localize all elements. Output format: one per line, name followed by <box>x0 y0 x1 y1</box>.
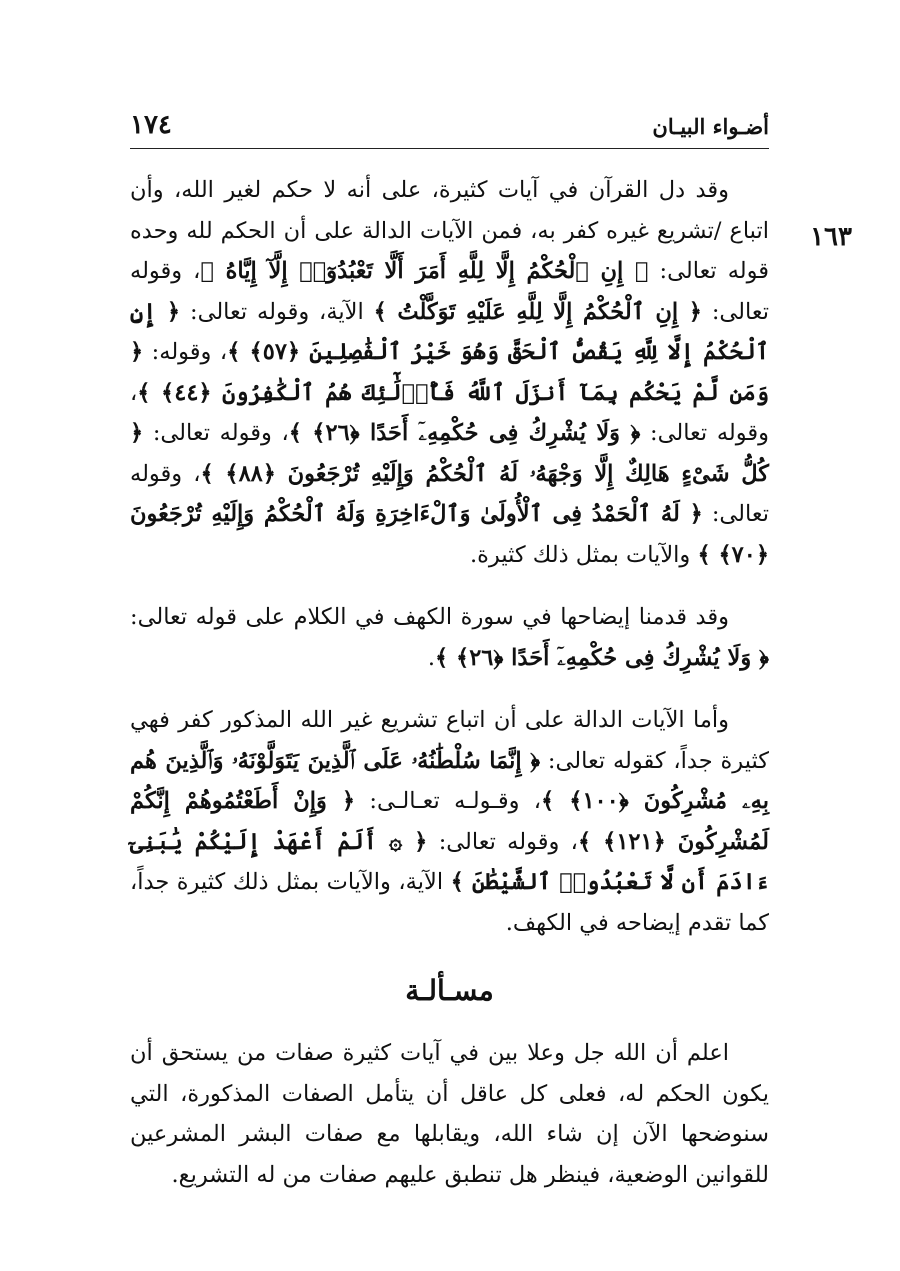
quran-verse: ﴿ وَلَا يُشْرِكُ فِى حُكْمِهِۦٓ أَحَدًا ﴿٢٦﴾ ﴾ <box>435 644 769 671</box>
text-run: والآيات بمثل ذلك كثيرة. <box>469 541 698 568</box>
book-title: أضـواء البيـان <box>652 114 769 139</box>
paragraph-3 <box>130 700 769 943</box>
quran-verse: ﴿ إِنِ ٱلْحُكْمُ إِلَّا لِلَّهِ أَمَرَ أَلَّا تَعْبُدُوٓا۟ إِلَّآ إِيَّاهُ ﴾ <box>200 258 649 284</box>
text-run: وقد دل القرآن في آيات كثيرة، على أنه لا حكم لغير الله، وأن اتباع /تشريع غيره كفر به، فمن الآيات الدالة على أن الحكم لله وحده قوله تعالى: <box>130 177 769 284</box>
quran-verse: ﴿ إِنِ ٱلْحُكْمُ إِلَّا لِلَّهِ يَقُصُّ ٱلْحَقَّ وَهُوَ خَيْرُ ٱلْفَٰصِلِينَ ﴿٥٧﴾ ﴾ <box>130 298 770 365</box>
text-run: ، وقوله تعالى: <box>130 460 769 527</box>
text-run: ، وقوله تعالى: <box>427 828 578 855</box>
paragraph-4: اعلم أن الله جل وعلا بين في آيات كثيرة صفات من يستحق أن يكون الحكم له، فعلى كل عاقل أن يتأمل الصفات المذكورة، التي سنوضحها الآن إن شاء الله، ويقابلها مع صفات البشر المشرعين للقوانين الوضعية، فينظر هل تنطبق عليهم صفات من له التشريع. <box>130 1040 769 1188</box>
quran-verse: ﴿ ۞ أَلَمْ أَعْهَدْ إِلَيْكُمْ يَٰبَنِىٓ ءَادَمَ أَن لَّا تَعْبُدُوا۟ ٱلشَّيْطَٰنَ ﴾ <box>130 828 769 895</box>
page-body <box>130 170 769 1195</box>
text-run: وقد قدمنا إيضاحها في سورة الكهف في الكلام على قوله تعالى: <box>130 604 729 630</box>
text-run: ، وقوله: <box>143 339 228 365</box>
quran-verse: ﴿ إِنَّمَا سُلْطَٰنُهُۥ عَلَى ٱلَّذِينَ يَتَوَلَّوْنَهُۥ وَٱلَّذِينَ هُم بِهِۦ مُشْرِكُونَ ﴿١٠٠﴾ ﴾ <box>130 747 769 814</box>
text-run: ، وقـولـه تعـالـى: <box>355 788 542 814</box>
text-run: وأما الآيات الدالة على أن اتباع تشريع غير الله المذكور كفر فهي كثيرة جداً، كقوله تعالى: <box>130 707 769 774</box>
original-page-marker: ١٦٣ <box>810 222 852 252</box>
paragraph-1 <box>130 170 769 575</box>
page-number: ١٧٤ <box>130 110 172 140</box>
quran-verse: ﴿ إِنِ ٱلْحُكْمُ إِلَّا لِلَّهِ عَلَيْهِ تَوَكَّلْتُ ﴾ <box>373 298 702 325</box>
text-run: . <box>427 644 435 671</box>
text-run: ، وقوله تعالى: <box>130 258 769 325</box>
page-header <box>130 112 769 146</box>
text-run: ، وقوله تعالى: <box>130 379 769 446</box>
text-run: الآية، وقوله تعالى: <box>180 298 374 325</box>
paragraph-2 <box>130 597 769 678</box>
quran-verse: ﴿ لَهُ ٱلْحَمْدُ فِى ٱلْأُولَىٰ وَٱلْءَاخِرَةِ وَلَهُ ٱلْحُكْمُ وَإِلَيْهِ تُرْجَعُونَ ﴿٧٠﴾ ﴾ <box>130 501 769 568</box>
quran-verse: ﴿ وَلَا يُشْرِكُ فِى حُكْمِهِۦٓ أَحَدًا ﴿٢٦﴾ ﴾ <box>288 420 641 446</box>
text-run: ، وقوله تعالى: <box>143 420 289 446</box>
quran-verse: ﴿ كُلُّ شَىْءٍ هَالِكٌ إِلَّا وَجْهَهُۥ لَهُ ٱلْحُكْمُ وَإِلَيْهِ تُرْجَعُونَ ﴿٨٨﴾ ﴾ <box>130 420 770 487</box>
quran-verse: ﴿ وَمَن لَّمْ يَحْكُم بِمَآ أَنزَلَ ٱللَّهُ فَأُو۟لَٰٓئِكَ هُمُ ٱلْكَٰفِرُونَ ﴿٤٤﴾ ﴾ <box>130 339 770 406</box>
section-heading: مسـألـة <box>405 974 494 1007</box>
quran-verse: ﴿ وَإِنْ أَطَعْتُمُوهُمْ إِنَّكُمْ لَمُشْرِكُونَ ﴿١٢١﴾ ﴾ <box>130 788 769 855</box>
text-run: الآية، والآيات بمثل ذلك كثيرة جداً، كما تقدم إيضاحه في الكهف. <box>130 869 769 936</box>
header-divider <box>130 148 769 149</box>
